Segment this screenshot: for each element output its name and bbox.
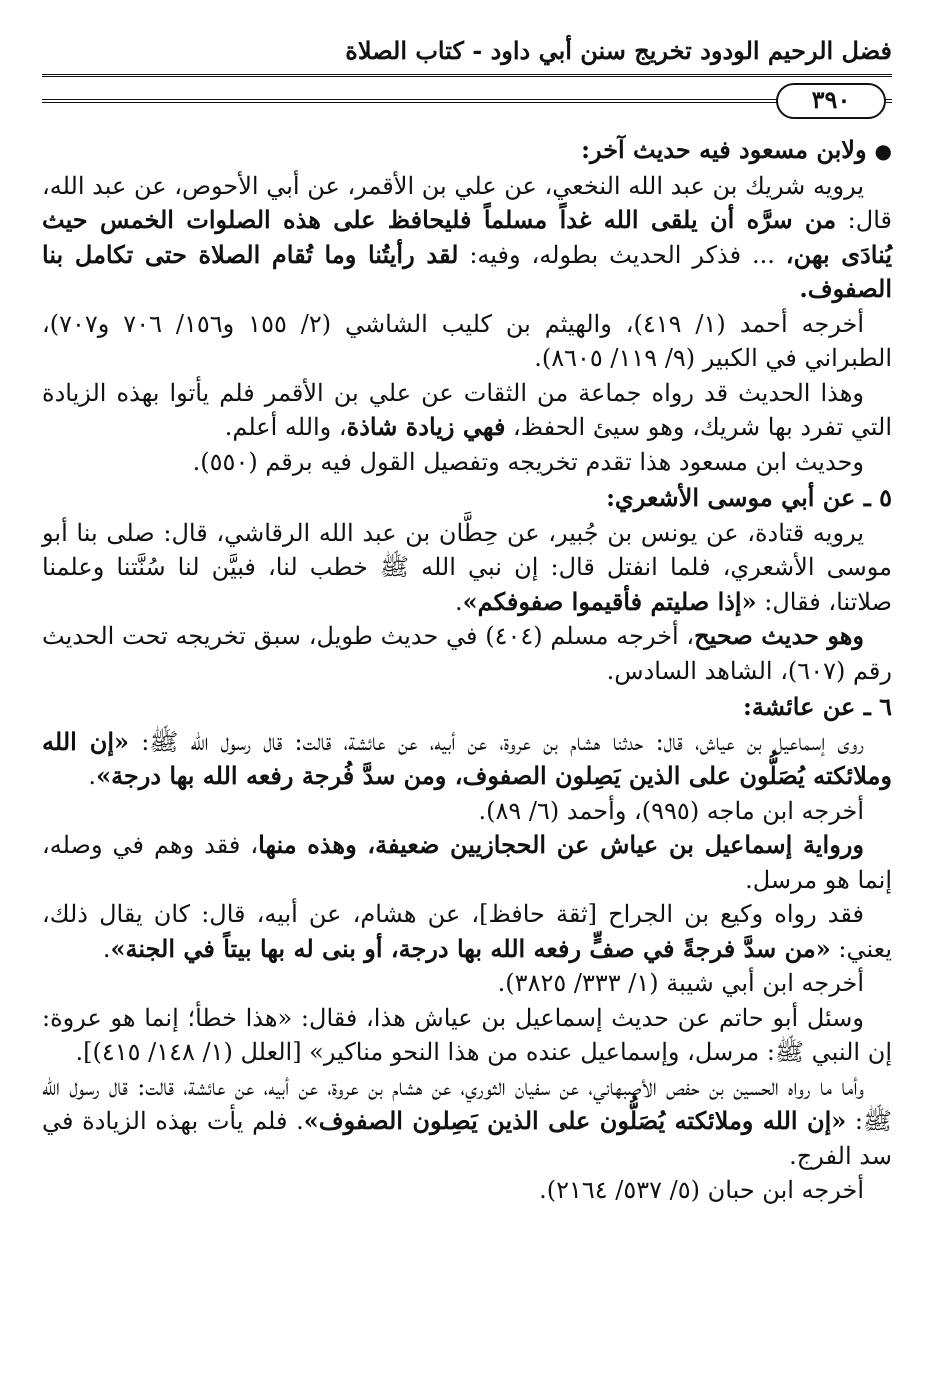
ornamental-rule — [42, 99, 892, 103]
text-run: فقد رواه وكيع بن الجراح [ثقة حافظ]، عن هشام، عن أبيه، قال: كان يقال ذلك، يعني: — [42, 900, 892, 963]
paragraph — [42, 828, 892, 897]
text-run: . — [102, 934, 111, 963]
paragraph — [42, 619, 892, 688]
book-page — [42, 30, 892, 1380]
section-heading-abu-musa: ٥ ـ عن أبي موسى الأشعري: — [606, 483, 892, 512]
paragraph — [42, 897, 892, 966]
text-run: ... فذكر الحديث بطوله، وفيه: — [458, 240, 786, 269]
text-run: ، فقد وهم في وصله، إنما هو مرسل. — [42, 831, 892, 894]
text-run: وهذا الحديث قد رواه جماعة من الثقات عن علي بن الأقمر فلم يأتوا بهذه الزيادة التي تفرد بها شريك، وهو سيئ الحفظ، — [42, 378, 892, 441]
text-run: وأما ما رواه الحسين بن حفص الأصبهاني، عن سفيان الثوري، عن هشام بن عروة، عن أبيه، عن عائشة، قالت: قال رسول الله ﷺ: — [42, 1072, 892, 1135]
paragraph: وحديث ابن مسعود هذا تقدم تخريجه وتفصيل القول فيه برقم (٥٥٠). — [192, 447, 864, 476]
hadith-text: لقد رأيتُنا وما تُقام الصلاة حتى تكامل بنا الصفوف. — [42, 239, 892, 303]
paragraph — [42, 169, 892, 307]
running-header — [42, 30, 892, 77]
hadith-text: «إن الله وملائكته يُصَلُّون على الذين يَصِلون الصفوف، ومن سدَّ فُرجة رفعه الله بها درجة» — [42, 726, 892, 790]
heading-text: ولابن مسعود فيه حديث آخر: — [581, 135, 867, 164]
ruling-text: ورواية إسماعيل بن عياش عن الحجازيين ضعيفة، وهذه منها — [258, 830, 864, 859]
section-heading-aisha: ٦ ـ عن عائشة: — [742, 692, 892, 721]
text-run: يرويه قتادة، عن يونس بن جُبير، عن حِطَّان بن عبد الله الرقاشي، قال: صلى بنا أبو موسى الأشعري، فلما انفتل قال: إن نبي الله ﷺ خطب لنا، فبيَّن لنا سُنَّتنا وعلمنا صلاتنا، فقال: — [42, 518, 892, 616]
text-run: . — [88, 762, 97, 790]
text-run: روى إسماعيل بن عياش، قال: حدثنا هشام بن عروة، عن أبيه، عن عائشة، قالت: قال رسول الله ﷺ: — [129, 727, 864, 756]
paragraph: أخرجه أحمد (١/ ٤١٩)، والهيثم بن كليب الشاشي (٢/ ١٥٥ و١٥٦/ ٧٠٦ و٧٠٧)، الطبراني في الكبير (٩/ ١١٩/ ٨٦٠٥). — [42, 309, 892, 372]
text-run: يرويه شريك بن عبد الله النخعي، عن علي بن الأقمر، عن أبي الأحوص، عن عبد الله، قال: — [42, 171, 892, 234]
paragraph: أخرجه ابن حبان (٥/ ٥٣٧/ ٢١٦٤). — [539, 1176, 864, 1204]
text-run: ، والله أعلم. — [224, 413, 347, 441]
page-number-band — [42, 77, 892, 123]
ruling-text: وهو حديث صحيح — [694, 621, 865, 650]
hadith-text: «إن الله وملائكته يُصَلُّون على الذين يَصِلون الصفوف» — [303, 1106, 847, 1135]
text-run: . — [455, 587, 463, 616]
paragraph: أخرجه ابن ماجه (٩٩٥)، وأحمد (٦/ ٨٩). — [478, 796, 864, 825]
ruling-text: فهي زيادة شاذة — [346, 412, 506, 441]
page-number: ٣٩٠ — [776, 83, 886, 119]
text-run: ، أخرجه مسلم (٤٠٤) في حديث طويل، سبق تخريجه تحت الحديث رقم (٦٠٧)، الشاهد السادس. — [42, 622, 892, 685]
paragraph: وسئل أبو حاتم عن حديث إسماعيل بن عياش هذا، فقال: «هذا خطأ؛ إنما هو عروة: إن النبي ﷺ: مرسل، وإسماعيل عنده من هذا النحو مناكير» [العلل (١/ ١٤٨/ ٤١٥)]. — [42, 1003, 892, 1066]
paragraph — [42, 516, 892, 620]
section-heading-ibn-masud — [42, 131, 892, 169]
text-run: . فلم يأت بهذه الزيادة في سد الفرج. — [42, 1107, 892, 1170]
hadith-text: من سرَّه أن يلقى الله غداً مسلماً فليحافظ على هذه الصلوات الخمس حيث يُنادَى بهن، — [42, 205, 892, 269]
paragraph — [42, 376, 892, 445]
paragraph — [42, 725, 892, 794]
page-body — [42, 131, 892, 1208]
paragraph — [42, 1070, 892, 1174]
bullet-icon: ● — [874, 139, 892, 163]
hadith-text: «إذا صليتم فأقيموا صفوفكم» — [462, 586, 757, 616]
header-title: فضل الرحيم الودود تخريج سنن أبي داود - كتاب الصلاة — [345, 36, 892, 65]
paragraph: أخرجه ابن أبي شيبة (١/ ٣٣٣/ ٣٨٢٥). — [497, 969, 864, 997]
hadith-text: «من سدَّ فرجةً في صفٍّ رفعه الله بها درجة، أو بنى له بها بيتاً في الجنة» — [110, 933, 831, 963]
